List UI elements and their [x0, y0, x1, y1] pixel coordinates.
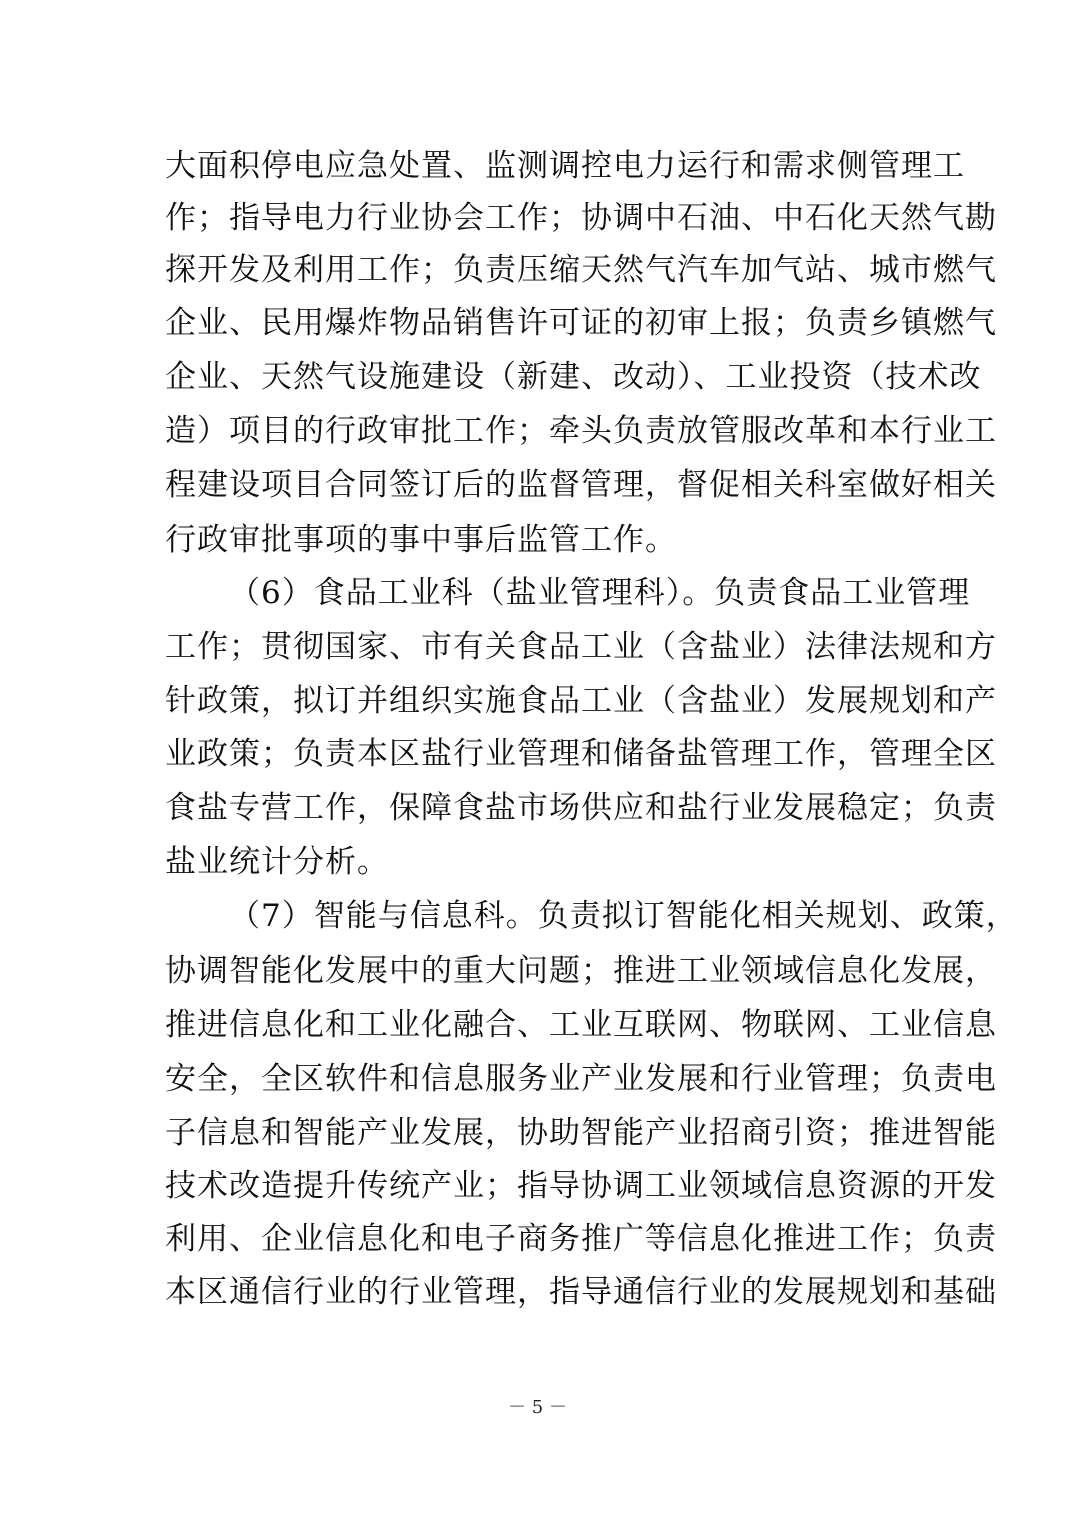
- text-line: 本区通信行业的行业管理，指导通信行业的发展规划和基础: [165, 1274, 997, 1310]
- text-line: 企业、民用爆炸物品销售许可证的初审上报；负责乡镇燃气: [165, 305, 997, 341]
- text-line: 技术改造提升传统产业；指导协调工业领域信息资源的开发: [165, 1168, 997, 1204]
- text-line: 针政策，拟订并组织实施食品工业（含盐业）发展规划和产: [165, 683, 997, 719]
- text-line: 盐业统计分析。: [165, 844, 389, 880]
- text-line: 探开发及利用工作；负责压缩天然气汽车加气站、城市燃气: [165, 252, 997, 288]
- text-line: 推进信息化和工业化融合、工业互联网、物联网、工业信息: [165, 1007, 997, 1043]
- text-line: （7）智能与信息科。负责拟订智能化相关规划、政策，: [229, 898, 1018, 934]
- text-line: 行政审批事项的事中事后监管工作。: [165, 522, 677, 558]
- text-line: 食盐专营工作，保障食盐市场供应和盐行业发展稳定；负责: [165, 790, 997, 826]
- text-line: 协调智能化发展中的重大问题；推进工业领域信息化发展，: [165, 953, 997, 989]
- text-line: 子信息和智能产业发展，协助智能产业招商引资；推进智能: [165, 1115, 997, 1151]
- text-line: 造）项目的行政审批工作；牵头负责放管服改革和本行业工: [165, 413, 997, 449]
- text-line: 利用、企业信息化和电子商务推广等信息化推进工作；负责: [165, 1221, 997, 1257]
- page-number: － 5 －: [508, 1397, 567, 1418]
- text-line: 工作；贯彻国家、市有关食品工业（含盐业）法律法规和方: [165, 629, 997, 665]
- text-line: 企业、天然气设施建设（新建、改动）、工业投资（技术改: [165, 359, 982, 395]
- text-line: 程建设项目合同签订后的监督管理，督促相关科室做好相关: [165, 467, 997, 503]
- text-line: 大面积停电应急处置、监测调控电力运行和需求侧管理工: [165, 148, 965, 184]
- text-line: 业政策；负责本区盐行业管理和储备盐管理工作，管理全区: [165, 736, 997, 772]
- text-line: 作；指导电力行业协会工作；协调中石油、中石化天然气勘: [165, 200, 997, 236]
- text-line: （6）食品工业科（盐业管理科）。负责食品工业管理: [229, 575, 971, 611]
- text-line: 安全，全区软件和信息服务业产业发展和行业管理；负责电: [165, 1061, 997, 1097]
